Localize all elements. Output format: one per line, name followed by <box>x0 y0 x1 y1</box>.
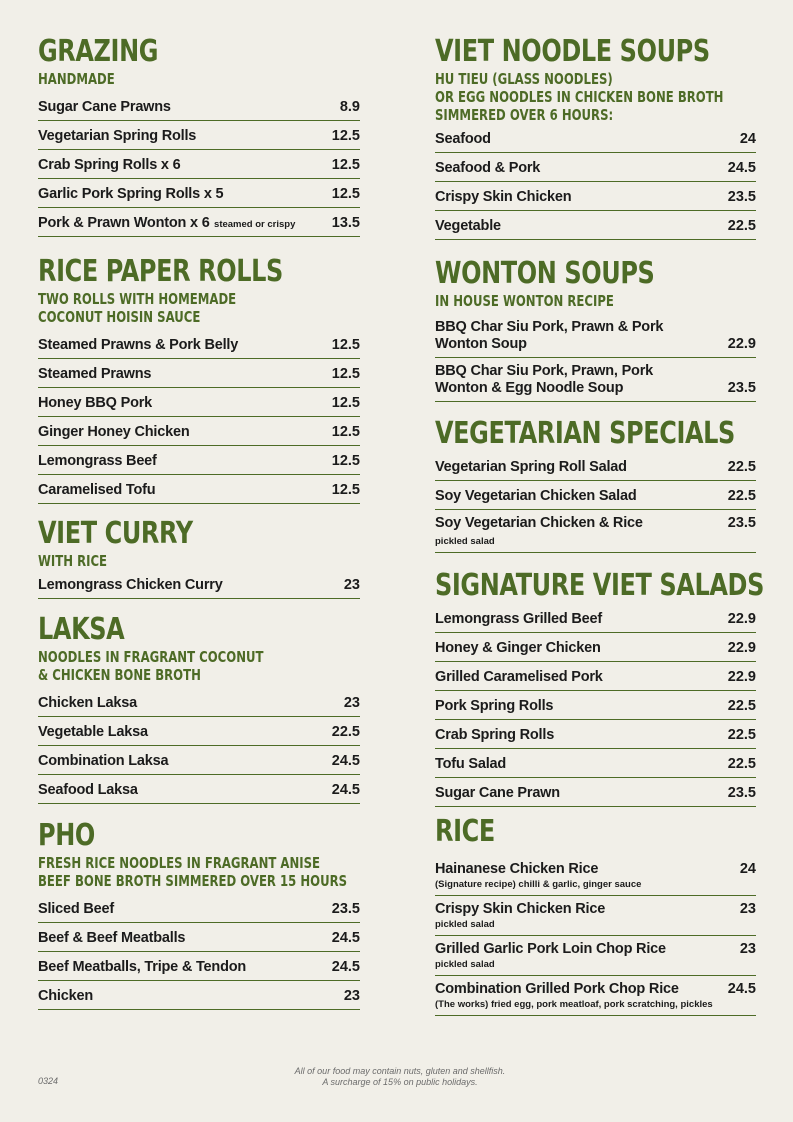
item-name: Garlic Pork Spring Rolls x 5 <box>38 186 224 202</box>
menu-item <box>38 775 360 804</box>
item-price: 13.5 <box>331 215 360 231</box>
item-name: Chicken <box>38 988 94 1004</box>
item-price: 23 <box>343 577 360 593</box>
menu-item <box>38 688 360 717</box>
item-name: Steamed Prawns <box>38 366 152 382</box>
menu-item <box>435 633 756 662</box>
section-subtitle: WITH RICE <box>38 552 108 570</box>
item-name: Sliced Beef <box>38 901 114 917</box>
menu-item <box>38 330 360 359</box>
section-title: VIET CURRY <box>38 516 193 551</box>
item-name: Vegetarian Spring Roll Salad <box>435 459 627 475</box>
section-rice <box>435 816 756 1016</box>
menu-item <box>38 952 360 981</box>
section-title: PHO <box>38 818 95 853</box>
item-price: 24.5 <box>727 981 756 997</box>
menu-item <box>38 717 360 746</box>
item-price: 24.5 <box>331 930 360 946</box>
item-price: 23.5 <box>727 189 756 205</box>
menu-item <box>435 896 756 936</box>
menu-item <box>435 182 756 211</box>
section-viet-noodle-soups <box>435 36 756 240</box>
section-subtitle: HANDMADE <box>38 70 115 88</box>
item-name: Seafood Laksa <box>38 782 138 798</box>
menu-item <box>435 749 756 778</box>
item-price: 12.5 <box>331 337 360 353</box>
menu-item <box>38 179 360 208</box>
item-name-line2: Wonton Soup <box>435 336 527 352</box>
item-price: 24 <box>739 861 756 877</box>
section-subtitle: IN HOUSE WONTON RECIPE <box>435 292 614 310</box>
menu-item <box>38 923 360 952</box>
item-price: 12.5 <box>331 157 360 173</box>
item-price: 24.5 <box>727 160 756 176</box>
item-name: Hainanese Chicken Rice <box>435 861 599 877</box>
item-name: Honey & Ginger Chicken <box>435 640 601 656</box>
item-price: 23 <box>739 941 756 957</box>
item-name: Tofu Salad <box>435 756 507 772</box>
menu-item <box>38 208 360 237</box>
item-name: Honey BBQ Pork <box>38 395 153 411</box>
menu-item <box>38 121 360 150</box>
section-title: LAKSA <box>38 612 125 647</box>
menu-item <box>435 211 756 240</box>
menu-item <box>435 481 756 510</box>
item-price: 12.5 <box>331 395 360 411</box>
item-price: 24.5 <box>331 753 360 769</box>
item-name: BBQ Char Siu Pork, Prawn & Pork <box>435 319 664 335</box>
item-price: 12.5 <box>331 453 360 469</box>
menu-item <box>435 976 756 1016</box>
section-pho <box>38 820 360 1010</box>
allergen-note <box>230 1066 570 1088</box>
section-title: VEGETARIAN SPECIALS <box>435 416 735 451</box>
item-name: Ginger Honey Chicken <box>38 424 190 440</box>
item-price: 22.5 <box>727 488 756 504</box>
item-name: Pork Spring Rolls <box>435 698 554 714</box>
menu-item <box>435 510 756 553</box>
item-name: Seafood <box>435 131 491 147</box>
item-name: Soy Vegetarian Chicken Salad <box>435 488 637 504</box>
surcharge-note-line: A surcharge of 15% on public holidays. <box>322 1077 478 1087</box>
menu-item <box>435 778 756 807</box>
item-name: Seafood & Pork <box>435 160 541 176</box>
menu-item <box>38 359 360 388</box>
section-title: RICE PAPER ROLLS <box>38 254 283 289</box>
item-price: 22.9 <box>727 611 756 627</box>
item-price: 22.5 <box>727 459 756 475</box>
item-name: Caramelised Tofu <box>38 482 156 498</box>
menu-item <box>38 981 360 1010</box>
section-viet-curry <box>38 518 360 599</box>
menu-item <box>38 417 360 446</box>
item-name: Lemongrass Beef <box>38 453 157 469</box>
item-price: 22.9 <box>727 669 756 685</box>
item-price: 12.5 <box>331 424 360 440</box>
section-title: GRAZING <box>38 34 159 69</box>
item-name: Grilled Caramelised Pork <box>435 669 603 685</box>
item-price: 12.5 <box>331 186 360 202</box>
item-price: 24.5 <box>331 959 360 975</box>
item-price: 8.9 <box>339 99 360 115</box>
item-name: Sugar Cane Prawns <box>38 99 171 115</box>
section-title: WONTON SOUPS <box>435 256 655 291</box>
section-subtitle: HU TIEU (GLASS NOODLES) <box>435 70 613 88</box>
menu-item <box>38 894 360 923</box>
menu-item <box>435 856 756 896</box>
menu-item <box>435 691 756 720</box>
menu-item <box>38 475 360 504</box>
menu-version-code: 0324 <box>38 1076 59 1086</box>
item-price: 23 <box>343 695 360 711</box>
item-note: steamed or crispy <box>214 219 296 230</box>
item-price: 22.5 <box>727 756 756 772</box>
item-price: 22.9 <box>727 336 756 352</box>
section-signature-viet-salads <box>435 568 764 807</box>
section-subtitle: BEEF BONE BROTH SIMMERED OVER 15 HOURS <box>38 872 348 890</box>
item-name: Chicken Laksa <box>38 695 137 711</box>
item-description: pickled salad <box>435 919 495 930</box>
item-name: Crab Spring Rolls x 6 <box>38 157 181 173</box>
item-name: Grilled Garlic Pork Loin Chop Rice <box>435 941 666 957</box>
menu-item <box>38 388 360 417</box>
item-name: Sugar Cane Prawn <box>435 785 560 801</box>
menu-item <box>435 662 756 691</box>
section-subtitle: & CHICKEN BONE BROTH <box>38 666 201 684</box>
item-name: Lemongrass Grilled Beef <box>435 611 603 627</box>
menu-item <box>435 604 756 633</box>
item-description: (Signature recipe) chilli & garlic, ginger sauce <box>435 879 642 890</box>
menu-item <box>435 124 756 153</box>
item-price: 22.9 <box>727 640 756 656</box>
item-price: 22.5 <box>727 218 756 234</box>
menu-item <box>435 936 756 976</box>
section-subtitle: SIMMERED OVER 6 HOURS: <box>435 106 614 124</box>
item-name: Vegetarian Spring Rolls <box>38 128 197 144</box>
item-name: Combination Grilled Pork Chop Rice <box>435 981 679 997</box>
item-name: Soy Vegetarian Chicken & Rice <box>435 515 643 531</box>
item-price: 23.5 <box>727 380 756 396</box>
section-rice-paper-rolls <box>38 256 360 504</box>
section-laksa <box>38 614 360 804</box>
menu-item <box>38 570 360 599</box>
item-name: Crispy Skin Chicken Rice <box>435 901 606 917</box>
section-grazing <box>38 36 360 237</box>
section-vegetarian-specials <box>435 418 756 553</box>
section-title: SIGNATURE VIET SALADS <box>435 568 764 603</box>
item-price: 22.5 <box>331 724 360 740</box>
item-description: (The works) fried egg, pork meatloaf, pork scratching, pickles <box>435 999 713 1010</box>
item-price: 12.5 <box>331 128 360 144</box>
item-name: Vegetable <box>435 218 501 234</box>
item-name: Combination Laksa <box>38 753 169 769</box>
section-subtitle: OR EGG NOODLES IN CHICKEN BONE BROTH <box>435 88 724 106</box>
menu-item <box>38 746 360 775</box>
item-name: Crispy Skin Chicken <box>435 189 572 205</box>
item-price: 22.5 <box>727 698 756 714</box>
item-name: Steamed Prawns & Pork Belly <box>38 337 239 353</box>
item-name: BBQ Char Siu Pork, Prawn, Pork <box>435 363 653 379</box>
section-subtitle: TWO ROLLS WITH HOMEMADE <box>38 290 237 308</box>
section-title: RICE <box>435 814 495 849</box>
item-price: 23 <box>343 988 360 1004</box>
menu-item <box>435 153 756 182</box>
menu-item <box>38 92 360 121</box>
item-name: Beef & Beef Meatballs <box>38 930 186 946</box>
item-description: pickled salad <box>435 959 495 970</box>
item-name: Vegetable Laksa <box>38 724 148 740</box>
item-price: 24 <box>739 131 756 147</box>
menu-item <box>435 358 756 402</box>
item-name: Lemongrass Chicken Curry <box>38 577 223 593</box>
section-subtitle: NOODLES IN FRAGRANT COCONUT <box>38 648 264 666</box>
section-subtitle: COCONUT HOISIN SAUCE <box>38 308 201 326</box>
section-title: VIET NOODLE SOUPS <box>435 34 710 69</box>
menu-item <box>38 446 360 475</box>
item-price: 24.5 <box>331 782 360 798</box>
menu-item <box>435 720 756 749</box>
item-name: Crab Spring Rolls <box>435 727 555 743</box>
item-price: 23.5 <box>727 515 756 531</box>
item-price: 23.5 <box>331 901 360 917</box>
item-price: 12.5 <box>331 482 360 498</box>
item-name: Beef Meatballs, Tripe & Tendon <box>38 959 247 975</box>
menu-item <box>38 150 360 179</box>
section-wonton-soups <box>435 258 756 402</box>
item-description: pickled salad <box>435 536 495 547</box>
section-subtitle: FRESH RICE NOODLES IN FRAGRANT ANISE <box>38 854 321 872</box>
item-price: 12.5 <box>331 366 360 382</box>
allergen-note-line: All of our food may contain nuts, gluten and shellfish. <box>294 1066 506 1076</box>
item-price: 23.5 <box>727 785 756 801</box>
menu-item <box>435 452 756 481</box>
item-name-line2: Wonton & Egg Noodle Soup <box>435 380 624 396</box>
item-price: 23 <box>739 901 756 917</box>
item-price: 22.5 <box>727 727 756 743</box>
item-name: Pork & Prawn Wonton x 6 <box>38 215 210 231</box>
menu-item <box>435 314 756 358</box>
